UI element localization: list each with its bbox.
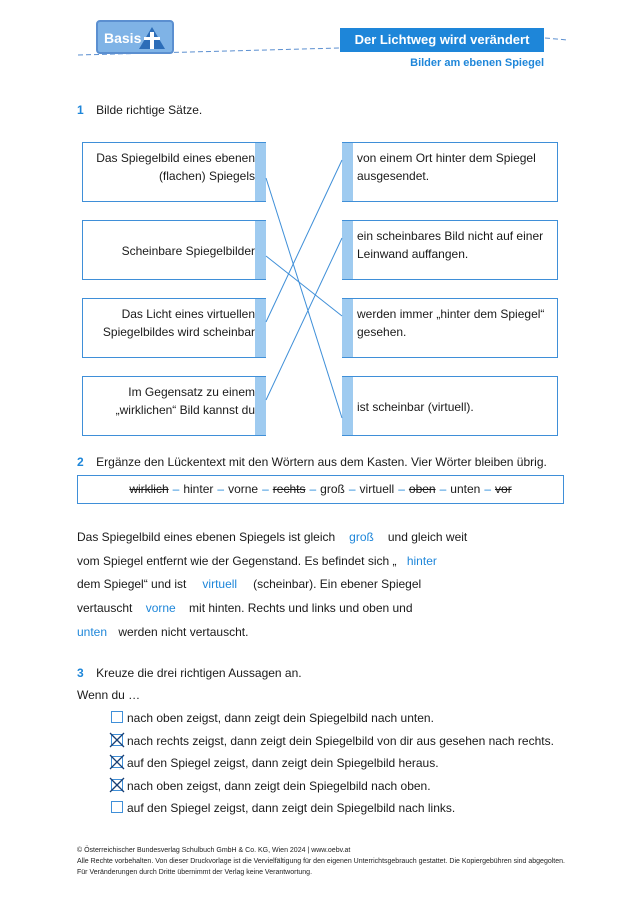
option-3[interactable] — [111, 755, 439, 771]
word-option: hinter — [183, 482, 214, 496]
match-line-4 — [266, 238, 342, 400]
cloze-text: und gleich weit — [387, 530, 468, 544]
match-left-1-text: Das Spiegelbild eines ebenen (flachen) Spiegels — [96, 151, 255, 183]
answer-blank-5[interactable]: unten — [77, 625, 108, 639]
option-1[interactable] — [111, 710, 434, 726]
word-separator: – — [398, 482, 405, 496]
page-subtitle: Bilder am ebenen Spiegel — [410, 57, 544, 69]
footer-rights: Alle Rechte vorbehalten. Von dieser Druckvorlage ist die Vervielfältigung für den eigenen Unterrichtsgebrauch gestattet. Die Kopiergebühren sind abgegolten. — [77, 858, 565, 865]
word-option: unten — [450, 482, 481, 496]
match-right-3-text: werden immer „hinter dem Spiegel“ gesehen. — [357, 307, 545, 339]
answer-blank-1[interactable]: groß — [349, 530, 374, 544]
answer-blank-3[interactable]: virtuell — [202, 577, 238, 591]
answer-blank-4[interactable]: vorne — [145, 601, 176, 615]
task2-number: 2 — [77, 455, 84, 469]
option-4-text: nach oben zeigst, dann zeigt dein Spiegelbild nach oben. — [127, 779, 431, 793]
word-option: rechts — [272, 482, 306, 496]
checkbox[interactable] — [111, 711, 123, 723]
task3-number: 3 — [77, 666, 84, 680]
task2-heading — [77, 453, 547, 471]
match-left-4-text: Im Gegensatz zu einem „wirklichen“ Bild kannst du — [115, 385, 255, 417]
option-3-text: auf den Spiegel zeigst, dann zeigt dein Spiegelbild heraus. — [127, 756, 439, 770]
cloze-text: dem Spiegel“ und ist — [77, 577, 187, 591]
cloze-line-4 — [77, 596, 413, 620]
checkbox[interactable] — [111, 801, 123, 813]
cloze-line-1 — [77, 525, 467, 549]
cloze-line-2 — [77, 549, 444, 573]
match-left-2-text: Scheinbare Spiegelbilder — [121, 244, 255, 258]
cloze-line-3 — [77, 572, 421, 596]
cloze-text: vertauscht — [77, 601, 133, 615]
task1-number: 1 — [77, 103, 84, 117]
cross-mark-icon — [109, 732, 125, 748]
word-separator: – — [484, 482, 492, 496]
option-2-text: nach rechts zeigst, dann zeigt dein Spiegelbild von dir aus gesehen nach rechts. — [127, 734, 554, 748]
cloze-text: (scheinbar). Ein ebener Spiegel — [253, 577, 422, 591]
word-separator: – — [309, 482, 317, 496]
word-option: oben — [408, 482, 436, 496]
page-title: Der Lichtweg wird verändert — [340, 28, 544, 52]
option-4[interactable] — [111, 778, 431, 794]
cloze-text: werden nicht vertauscht. — [118, 625, 249, 639]
cloze-text: vom Spiegel entfernt wie der Gegenstand. Es befindet sich „ — [77, 554, 397, 568]
task2-instruction: Ergänze den Lückentext mit den Wörtern aus dem Kasten. Vier Wörter bleiben übrig. — [96, 455, 547, 469]
word-separator: – — [172, 482, 180, 496]
word-box — [77, 475, 564, 504]
option-2[interactable] — [111, 733, 554, 749]
cross-mark-icon — [109, 777, 125, 793]
word-option: wirklich — [129, 482, 169, 496]
match-line-2 — [266, 256, 342, 316]
checkbox-checked[interactable] — [111, 756, 123, 768]
cross-mark-icon — [109, 754, 125, 770]
task1-instruction: Bilde richtige Sätze. — [96, 103, 203, 117]
match-right-1-text: von einem Ort hinter dem Spiegel ausgesendet. — [357, 151, 536, 183]
checkbox-checked[interactable] — [111, 779, 123, 791]
word-separator: – — [439, 482, 447, 496]
cloze-text: mit hinten. Rechts und links und oben und — [189, 601, 413, 615]
word-separator: – — [348, 482, 356, 496]
answer-blank-2[interactable]: hinter — [406, 554, 437, 568]
checkbox-checked[interactable] — [111, 734, 123, 746]
footer-disclaimer: Für Veränderungen durch Dritte übernimmt der Verlag keine Verantwortung. — [77, 869, 313, 876]
cloze-line-5 — [77, 620, 248, 644]
match-right-2-text: ein scheinbares Bild nicht auf einer Leinwand auffangen. — [357, 229, 544, 261]
task3-heading — [77, 664, 302, 682]
word-separator: – — [217, 482, 225, 496]
cloze-text: Das Spiegelbild eines ebenen Spiegels ist gleich — [77, 530, 336, 544]
option-5-text: auf den Spiegel zeigst, dann zeigt dein Spiegelbild nach links. — [127, 801, 456, 815]
word-option: virtuell — [359, 482, 395, 496]
footer-copyright: © Österreichischer Bundesverlag Schulbuch GmbH & Co. KG, Wien 2024 | www.oebv.at — [77, 847, 351, 854]
logo-text: Basis — [104, 30, 142, 46]
match-left-3-text: Das Licht eines virtuellen Spiegelbildes wird scheinbar — [102, 307, 255, 339]
option-5[interactable] — [111, 800, 455, 816]
match-right-4-text: ist scheinbar (virtuell). — [357, 400, 474, 414]
word-separator: – — [262, 482, 269, 496]
word-option: vorne — [228, 482, 259, 496]
option-1-text: nach oben zeigst, dann zeigt dein Spiegelbild nach unten. — [127, 711, 434, 725]
task3-lead: Wenn du … — [77, 688, 141, 702]
word-option: vor — [495, 482, 512, 496]
task3-instruction: Kreuze die drei richtigen Aussagen an. — [96, 666, 302, 680]
word-option: groß — [320, 482, 345, 496]
